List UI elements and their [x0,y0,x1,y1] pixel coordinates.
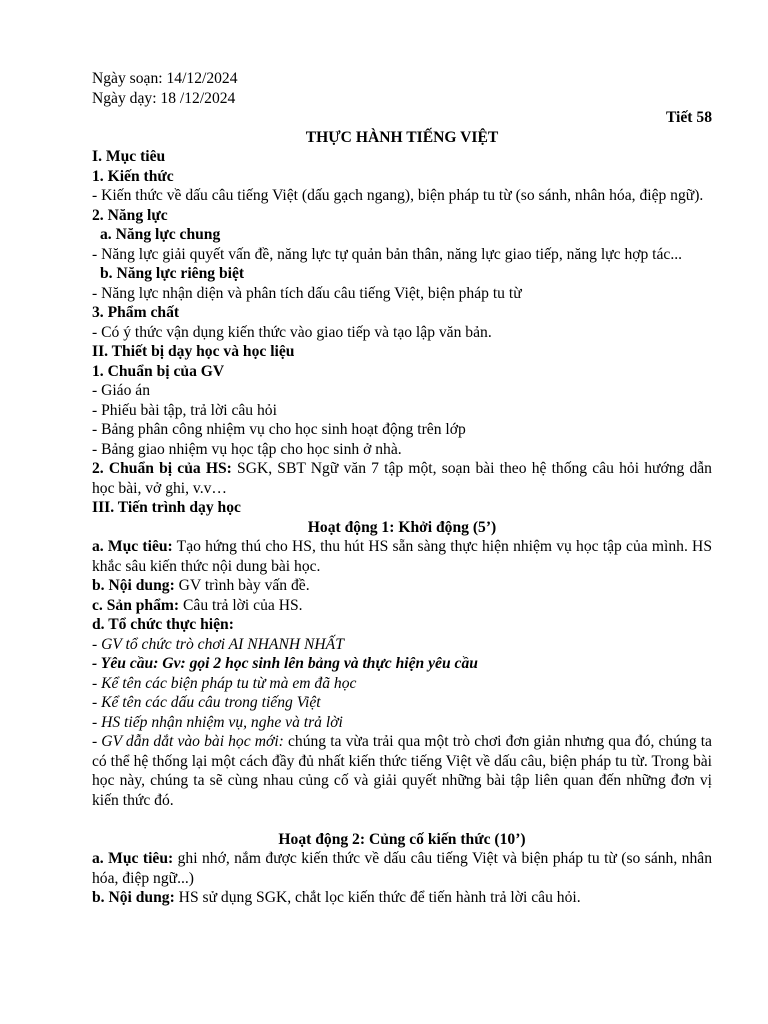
activity1-goal-label: a. Mục tiêu: [92,538,173,555]
activity1-org-line: - Kể tên các dấu câu trong tiếng Việt [92,694,321,711]
ability-heading: 2. Năng lực [92,206,168,224]
lesson-plan-content [92,69,712,908]
paragraph-spacer [92,810,712,830]
lesson-title: THỰC HÀNH TIẾNG VIỆT [305,128,499,146]
activity2-title: Hoạt động 2: Củng cố kiến thức (10’) [278,830,526,848]
student-prep-label: 2. Chuẩn bị của HS: [92,460,232,477]
activity1-product-text: Câu trả lời của HS. [179,596,303,614]
activity1-organization-heading: d. Tổ chức thực hiện: [92,616,234,633]
activity1-org-line: - Kể tên các biện pháp tu từ mà em đã học [92,674,357,692]
teacher-prep-item: - Bảng phân công nhiệm vụ cho học sinh hoạt động trên lớp [92,421,466,438]
activity2-goal-label: a. Mục tiêu: [92,850,174,867]
general-ability-heading: a. Năng lực chung [100,226,221,243]
activity1-goal-text: Tạo hứng thú cho HS, thu hút HS sẵn sàng thực hiện nhiệm vụ học tập của mình. HS khắc sâu kiến thức nội dung bài học. [92,538,712,575]
teacher-prep-item: - Giáo án [92,382,151,399]
activity1-org-line: - HS tiếp nhận nhiệm vụ, nghe và trả lời [92,713,343,731]
activity2-goal-text: ghi nhớ, nắm được kiến thức về dấu câu tiếng Việt và biện pháp tu từ (so sánh, nhân hóa, điệp ngữ...) [92,850,712,887]
knowledge-text: - Kiến thức về dấu câu tiếng Việt (dấu gạch ngang), biện pháp tu từ (so sánh, nhân hóa, điệp ngữ). [92,187,704,204]
activity1-goal [92,537,712,576]
activity2-goal [92,849,712,888]
activity2-content-label: b. Nội dung: [92,889,175,906]
section-process-heading: III. Tiến trình dạy học [92,499,241,516]
activity1-content-text: GV trình bày vấn đề. [174,577,310,594]
general-ability-text: - Năng lực giải quyết vấn đề, năng lực tự quản bản thân, năng lực giao tiếp, năng lực hợp tác... [92,245,683,263]
quality-text: - Có ý thức vận dụng kiến thức vào giao tiếp và tạo lập văn bản. [92,323,492,341]
specific-ability-heading: b. Năng lực riêng biệt [100,265,245,282]
activity1-intro [92,732,712,810]
teach-date: Ngày dạy: 18 /12/2024 [92,89,236,107]
teacher-prep-heading: 1. Chuẩn bị của GV [92,362,225,380]
section-equipment-heading: II. Thiết bị dạy học và học liệu [92,343,295,360]
activity2-content-text: HS sử dụng SGK, chắt lọc kiến thức để tiến hành trả lời câu hỏi. [174,889,581,906]
teacher-prep-item: - Phiếu bài tập, trả lời câu hỏi [92,401,277,419]
activity1-org-line: - Yêu cầu: Gv: gọi 2 học sinh lên bảng và thực hiện yêu cầu [92,655,478,672]
activity1-product [92,596,712,616]
activity1-content-label: b. Nội dung: [92,577,175,594]
prep-date: Ngày soạn: 14/12/2024 [92,70,238,87]
teacher-prep-item: - Bảng giao nhiệm vụ học tập cho học sinh ở nhà. [92,440,402,458]
activity1-org-line: - GV tổ chức trò chơi AI NHANH NHẤT [92,635,344,653]
activity1-intro-label: - GV dẫn dắt vào bài học mới: [92,733,284,750]
activity1-content [92,576,712,596]
activity1-intro-text: chúng ta vừa trải qua một trò chơi đơn giản nhưng qua đó, chúng ta có thể hệ thống lại một cách đầy đủ nhất kiến thức tiếng Việt về dấu câu, biện pháp tu từ. Trong bài học này, chúng ta sẽ cùng nhau củng cố và giải quyết những bài tập liên quan đến những đơn vị kiến thức đó. [92,733,712,809]
knowledge-heading: 1. Kiến thức [92,167,174,185]
period-number: Tiết 58 [665,109,712,126]
student-prep-text: SGK, SBT Ngữ văn 7 tập một, soạn bài theo hệ thống câu hỏi hướng dẫn học bài, vở ghi, v.v… [92,460,712,497]
specific-ability-text: - Năng lực nhận diện và phân tích dấu câu tiếng Việt, biện pháp tu từ [92,284,522,302]
activity1-product-label: c. Sản phẩm: [92,596,180,614]
quality-heading: 3. Phẩm chất [92,304,180,321]
section-objectives-heading: I. Mục tiêu [92,148,166,165]
activity2-content [92,888,712,908]
student-prep-paragraph [92,459,712,498]
activity1-title: Hoạt động 1: Khởi động (5’) [307,518,497,536]
